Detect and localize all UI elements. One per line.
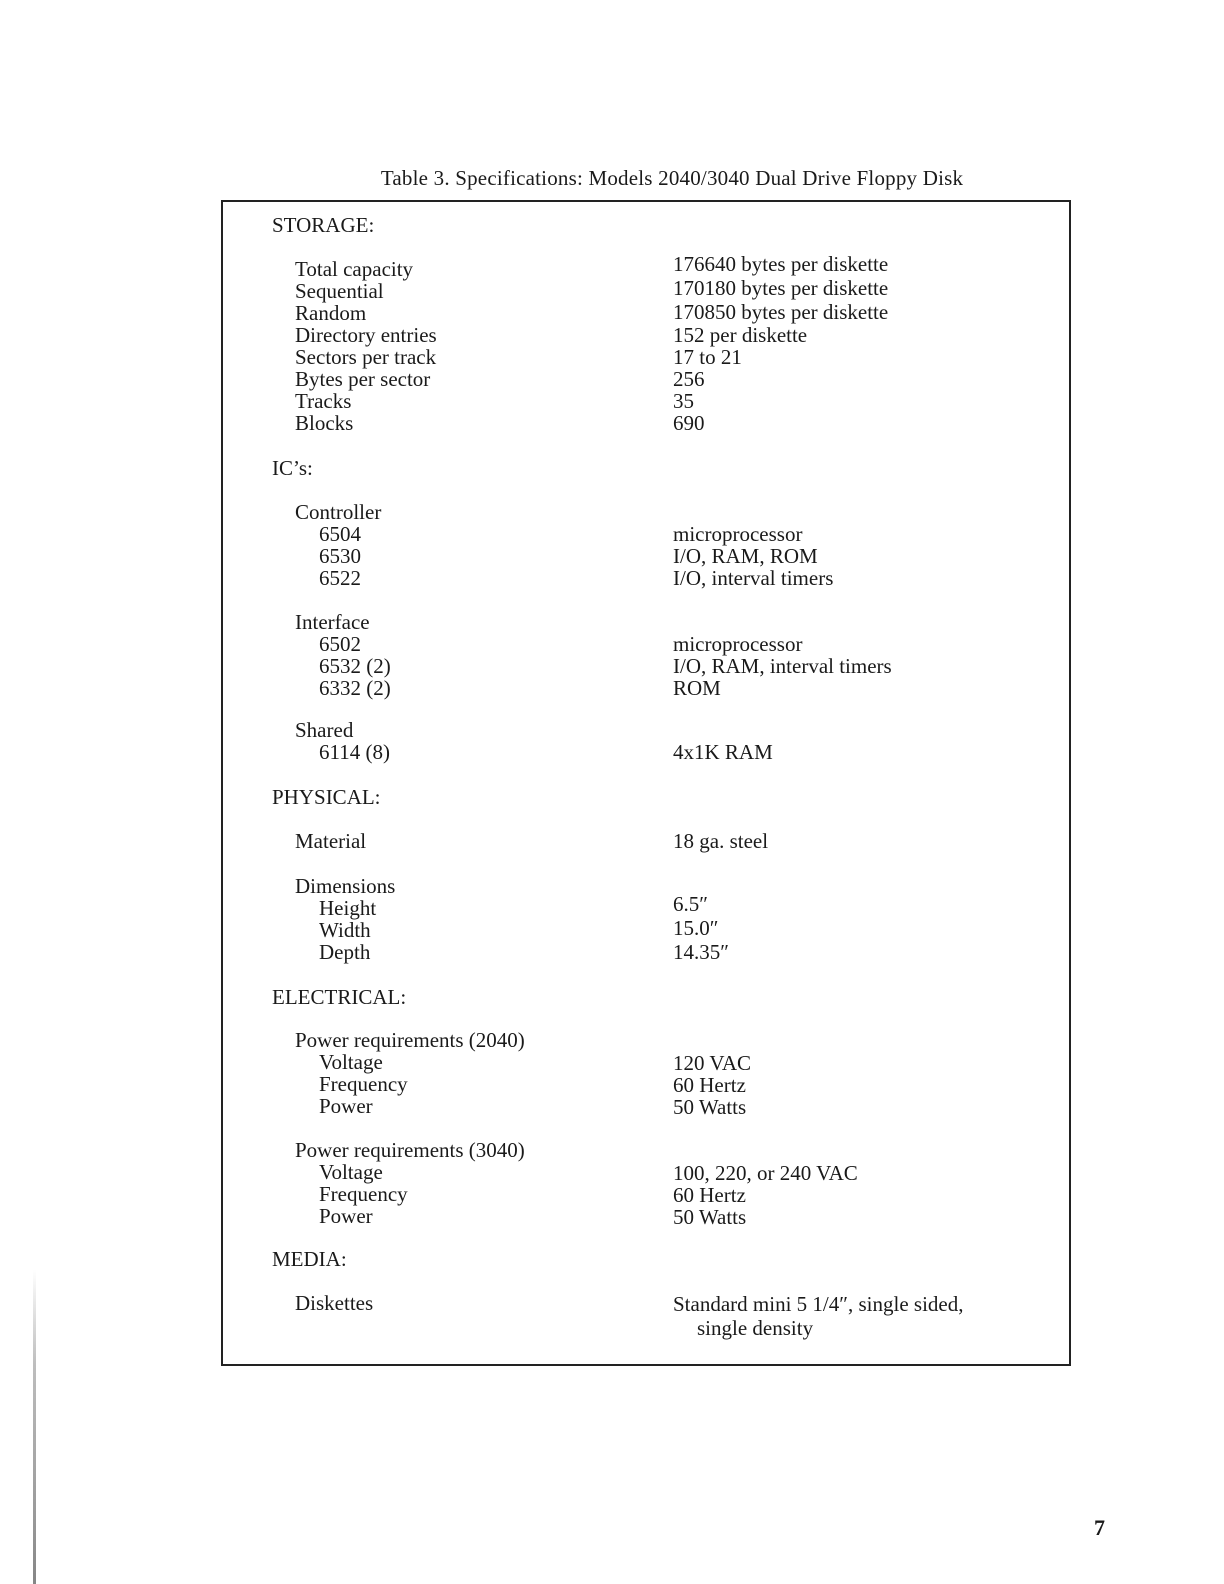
- ics-heading: IC’s:: [272, 456, 313, 480]
- ic-desc-6504: microprocessor: [673, 522, 803, 546]
- storage-value-sectors-per-track: 17 to 21: [673, 345, 742, 369]
- power-3040-power-value: 50 Watts: [673, 1205, 747, 1229]
- table-caption: Table 3. Specifications: Models 2040/3040 Dual Drive Floppy Disk: [380, 166, 964, 190]
- specifications-table: [221, 200, 1071, 1366]
- power-3040-power-label: Power: [319, 1204, 373, 1228]
- storage-value-directory-entries: 152 per diskette: [673, 323, 808, 347]
- storage-value-sequential: 170180 bytes per diskette: [673, 276, 889, 300]
- storage-label-sectors-per-track: Sectors per track: [295, 345, 437, 369]
- power-2040-voltage-value: 120 VAC: [673, 1051, 752, 1075]
- storage-value-bytes-per-sector: 256: [673, 367, 705, 391]
- storage-label-bytes-per-sector: Bytes per sector: [295, 367, 431, 391]
- ic-part-6504: 6504: [319, 522, 361, 546]
- power-2040-frequency-label: Frequency: [319, 1072, 408, 1096]
- storage-label-directory-entries: Directory entries: [295, 323, 437, 347]
- storage-label-total-capacity: Total capacity: [295, 257, 414, 281]
- power-2040-power-value: 50 Watts: [673, 1095, 747, 1119]
- ic-desc-6532: I/O, RAM, interval timers: [673, 654, 892, 678]
- storage-value-tracks: 35: [673, 389, 694, 413]
- storage-label-random: Random: [295, 301, 367, 325]
- ic-part-6114: 6114 (8): [319, 740, 390, 764]
- storage-value-blocks: 690: [673, 411, 705, 435]
- media-heading: MEDIA:: [272, 1247, 347, 1271]
- physical-material-label: Material: [295, 829, 367, 853]
- power-3040-frequency-value: 60 Hertz: [673, 1183, 746, 1207]
- ic-desc-6332: ROM: [673, 676, 721, 700]
- power-2040-frequency-value: 60 Hertz: [673, 1073, 746, 1097]
- storage-value-random: 170850 bytes per diskette: [673, 300, 889, 324]
- ic-desc-6522: I/O, interval timers: [673, 566, 834, 590]
- power-3040-frequency-label: Frequency: [319, 1182, 408, 1206]
- media-diskettes-value-line2: single density: [697, 1316, 814, 1340]
- storage-value-total-capacity: 176640 bytes per diskette: [673, 252, 889, 276]
- scan-edge-artifact: [33, 1270, 36, 1584]
- ic-desc-6530: I/O, RAM, ROM: [673, 544, 818, 568]
- page-number: 7: [1094, 1515, 1105, 1540]
- power-3040-label: Power requirements (3040): [295, 1138, 525, 1162]
- ic-part-6530: 6530: [319, 544, 361, 568]
- physical-heading: PHYSICAL:: [272, 785, 381, 809]
- dimension-value-height: 6.5″: [673, 892, 708, 916]
- physical-material-value: 18 ga. steel: [673, 829, 769, 853]
- media-diskettes-label: Diskettes: [295, 1291, 374, 1315]
- ics-controller-label: Controller: [295, 500, 382, 524]
- power-3040-voltage-label: Voltage: [319, 1160, 383, 1184]
- dimension-label-depth: Depth: [319, 940, 371, 964]
- storage-label-sequential: Sequential: [295, 279, 384, 303]
- ic-part-6502: 6502: [319, 632, 361, 656]
- electrical-heading: ELECTRICAL:: [272, 985, 407, 1009]
- ic-desc-6114: 4x1K RAM: [673, 740, 773, 764]
- storage-heading: STORAGE:: [272, 213, 375, 237]
- ic-desc-6502: microprocessor: [673, 632, 803, 656]
- ic-part-6332: 6332 (2): [319, 676, 391, 700]
- power-3040-voltage-value: 100, 220, or 240 VAC: [673, 1161, 858, 1185]
- power-2040-power-label: Power: [319, 1094, 373, 1118]
- dimension-value-depth: 14.35″: [673, 940, 729, 964]
- dimension-value-width: 15.0″: [673, 916, 719, 940]
- ics-shared-label: Shared: [295, 718, 354, 742]
- power-2040-voltage-label: Voltage: [319, 1050, 383, 1074]
- storage-label-tracks: Tracks: [295, 389, 352, 413]
- ic-part-6522: 6522: [319, 566, 361, 590]
- media-diskettes-value-line1: Standard mini 5 1/4″, single sided,: [673, 1292, 964, 1316]
- ics-interface-label: Interface: [295, 610, 370, 634]
- ic-part-6532: 6532 (2): [319, 654, 391, 678]
- dimension-label-height: Height: [319, 896, 377, 920]
- dimension-label-width: Width: [319, 918, 371, 942]
- power-2040-label: Power requirements (2040): [295, 1028, 525, 1052]
- storage-label-blocks: Blocks: [295, 411, 354, 435]
- physical-dimensions-label: Dimensions: [295, 874, 396, 898]
